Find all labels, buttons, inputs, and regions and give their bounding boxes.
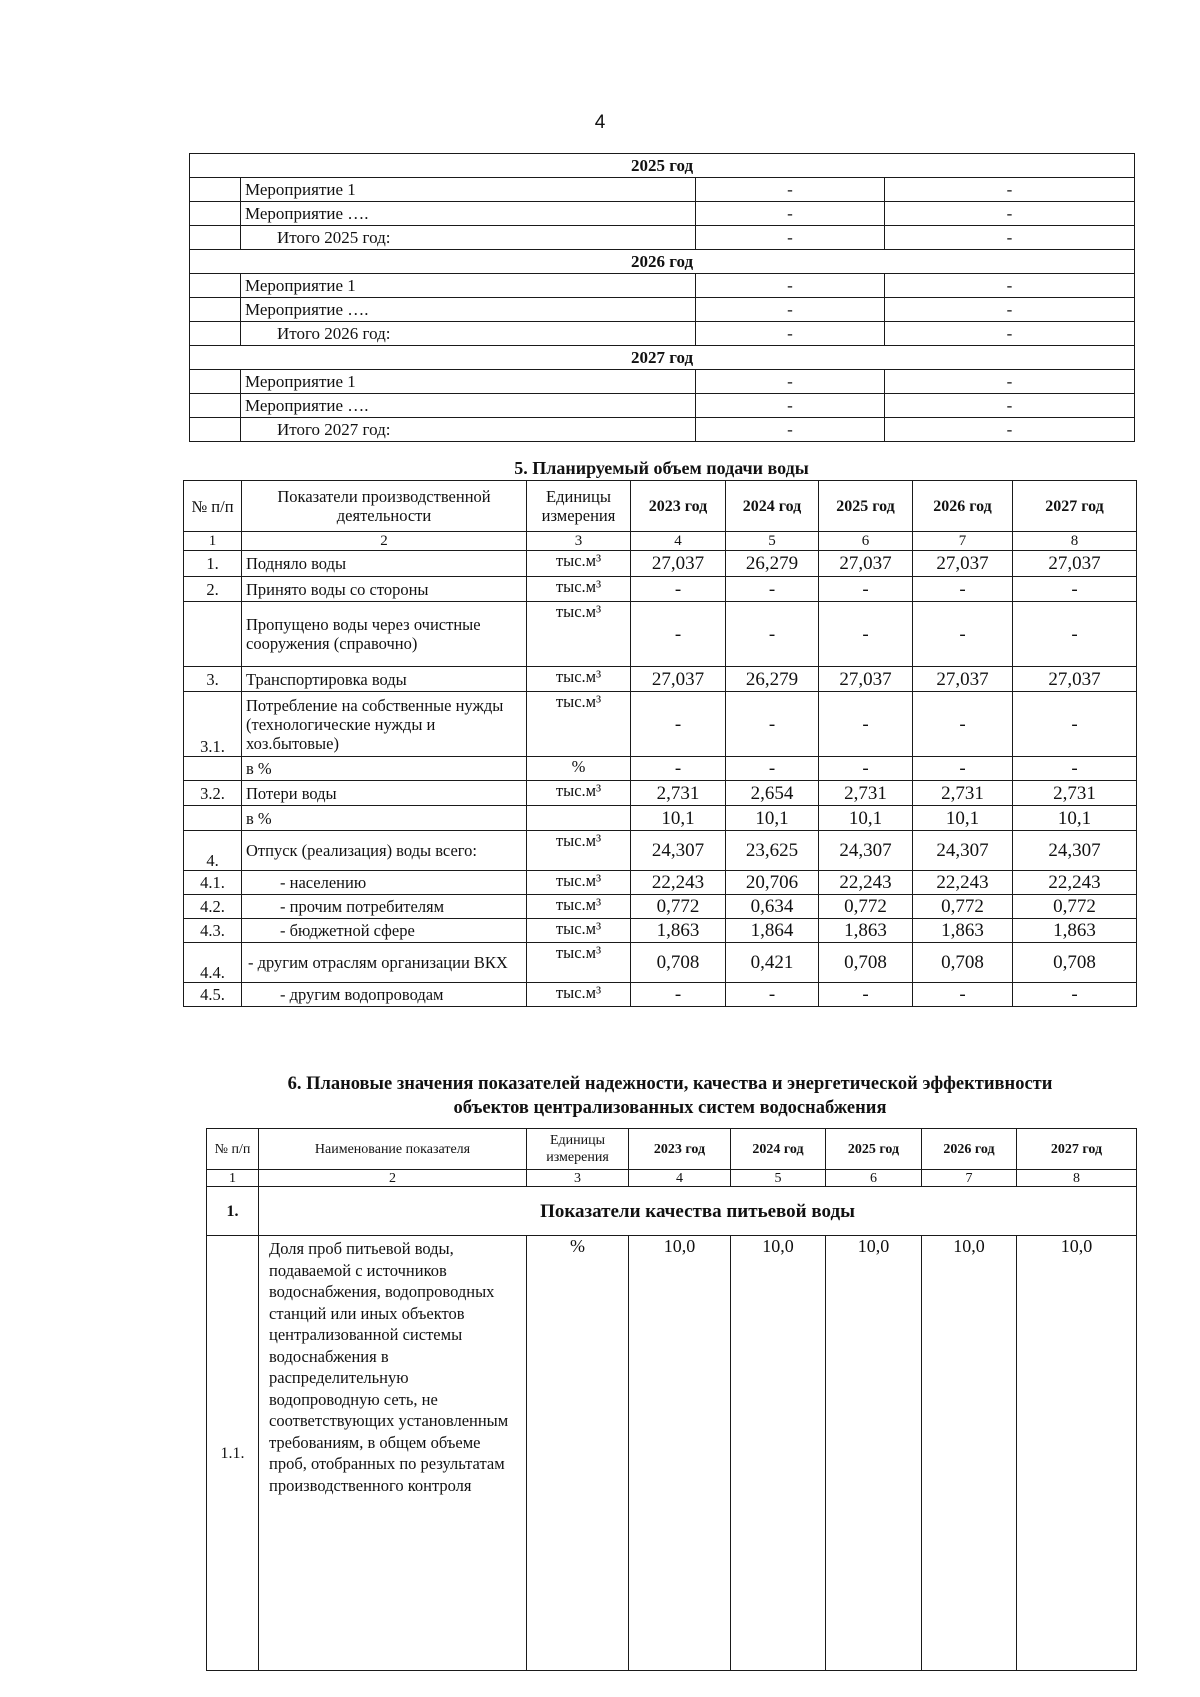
row-value: 2,731: [1013, 781, 1137, 806]
table-header-row: [207, 1129, 1137, 1170]
table-row: [184, 577, 1137, 602]
row-value: 27,037: [631, 551, 726, 577]
column-index-row: [184, 532, 1137, 551]
row-value: -: [696, 202, 885, 226]
row-value: -: [1013, 757, 1137, 781]
table-row: [184, 895, 1137, 919]
row-value: 22,243: [631, 871, 726, 895]
row-unit: %: [527, 1236, 629, 1671]
column-index-row: [207, 1170, 1137, 1187]
header-year: 2023 год: [629, 1129, 731, 1170]
year-heading-row: [190, 154, 1135, 178]
row-value: 27,037: [1013, 551, 1137, 577]
row-value: -: [631, 602, 726, 667]
row-value: -: [913, 983, 1013, 1007]
row-name: в %: [242, 757, 527, 781]
row-blank: [190, 322, 241, 346]
row-unit: %: [527, 757, 631, 781]
row-value: 0,772: [913, 895, 1013, 919]
table-row: [190, 418, 1135, 442]
table-row: [184, 983, 1137, 1007]
row-unit: тыс.м³: [527, 943, 631, 983]
row-value: 24,307: [819, 831, 913, 871]
column-index: 8: [1017, 1170, 1137, 1187]
row-value: -: [631, 692, 726, 757]
row-value: -: [631, 577, 726, 602]
row-label: Итого 2026 год:: [241, 322, 696, 346]
row-label: Итого 2027 год:: [241, 418, 696, 442]
row-value: -: [885, 274, 1135, 298]
row-value: -: [631, 983, 726, 1007]
row-value: 10,1: [1013, 806, 1137, 831]
row-value: -: [913, 692, 1013, 757]
row-value: -: [696, 322, 885, 346]
row-name: - другим отраслям организации ВКХ: [242, 943, 527, 983]
row-value: -: [885, 394, 1135, 418]
row-label: Мероприятие ….: [241, 202, 696, 226]
row-unit: тыс.м³: [527, 895, 631, 919]
row-value: -: [726, 577, 819, 602]
row-value: 27,037: [819, 551, 913, 577]
column-index: 2: [242, 532, 527, 551]
row-name: Пропущено воды через очистные сооружения (справочно): [242, 602, 527, 667]
row-value: -: [696, 274, 885, 298]
header-year: 2026 год: [922, 1129, 1017, 1170]
row-no: [184, 602, 242, 667]
row-name: - другим водопроводам: [242, 983, 527, 1007]
row-name: - бюджетной сфере: [242, 919, 527, 943]
indicators-table: [206, 1128, 1137, 1671]
row-value: 20,706: [726, 871, 819, 895]
section-6-title-line-2: объектов централизованных систем водоснабжения: [453, 1098, 887, 1118]
row-value: 24,307: [631, 831, 726, 871]
row-unit: тыс.м³: [527, 871, 631, 895]
row-value: -: [819, 983, 913, 1007]
column-index: 5: [726, 532, 819, 551]
row-value: 0,634: [726, 895, 819, 919]
row-name: Подняло воды: [242, 551, 527, 577]
water-supply-table: [183, 480, 1137, 1007]
section-no: 1.: [207, 1187, 259, 1236]
row-blank: [190, 178, 241, 202]
row-value: 27,037: [819, 667, 913, 692]
row-value: -: [696, 178, 885, 202]
row-value: -: [696, 394, 885, 418]
row-value: -: [726, 692, 819, 757]
row-name: в %: [242, 806, 527, 831]
header-no: № п/п: [184, 481, 242, 532]
row-value: 10,0: [1017, 1236, 1137, 1671]
table-row: [184, 919, 1137, 943]
row-no: [184, 806, 242, 831]
header-year: 2024 год: [726, 481, 819, 532]
header-year: 2025 год: [819, 481, 913, 532]
row-blank: [190, 370, 241, 394]
row-value: -: [819, 692, 913, 757]
row-label: Итого 2025 год:: [241, 226, 696, 250]
section-5-title: 5. Планируемый объем подачи воды: [514, 458, 809, 478]
column-index: 3: [527, 532, 631, 551]
row-value: 1,863: [1013, 919, 1137, 943]
row-name: Отпуск (реализация) воды всего:: [242, 831, 527, 871]
table-row: [207, 1236, 1137, 1671]
row-value: 24,307: [913, 831, 1013, 871]
row-value: 24,307: [1013, 831, 1137, 871]
row-value: -: [1013, 602, 1137, 667]
row-no: 4.5.: [184, 983, 242, 1007]
year-heading: 2027 год: [190, 346, 1135, 370]
header-year: 2024 год: [731, 1129, 826, 1170]
row-value: -: [885, 322, 1135, 346]
row-no: 4.4.: [184, 943, 242, 983]
table-row: [184, 551, 1137, 577]
row-value: -: [885, 202, 1135, 226]
header-year: 2027 год: [1017, 1129, 1137, 1170]
row-label: Мероприятие 1: [241, 274, 696, 298]
row-value: 10,1: [726, 806, 819, 831]
row-blank: [190, 274, 241, 298]
header-year: 2026 год: [913, 481, 1013, 532]
row-no: 3.2.: [184, 781, 242, 806]
section-6-title-line-1: 6. Плановые значения показателей надежности, качества и энергетической эффективности: [287, 1074, 1053, 1094]
section-heading: Показатели качества питьевой воды: [259, 1187, 1137, 1236]
row-value: -: [696, 298, 885, 322]
row-value: 22,243: [1013, 871, 1137, 895]
row-value: -: [885, 370, 1135, 394]
row-value: 0,421: [726, 943, 819, 983]
table-row: [190, 202, 1135, 226]
table-row: [184, 806, 1137, 831]
row-value: -: [726, 757, 819, 781]
column-index: 1: [207, 1170, 259, 1187]
row-blank: [190, 418, 241, 442]
row-value: 26,279: [726, 551, 819, 577]
year-heading-row: [190, 346, 1135, 370]
row-value: 27,037: [1013, 667, 1137, 692]
row-value: 22,243: [819, 871, 913, 895]
row-value: -: [726, 983, 819, 1007]
row-value: -: [726, 602, 819, 667]
column-index: 6: [826, 1170, 922, 1187]
row-value: -: [631, 757, 726, 781]
row-value: 0,708: [819, 943, 913, 983]
table-row: [184, 757, 1137, 781]
row-blank: [190, 298, 241, 322]
row-value: -: [1013, 692, 1137, 757]
row-value: 10,0: [922, 1236, 1017, 1671]
row-value: 0,772: [1013, 895, 1137, 919]
header-year: 2025 год: [826, 1129, 922, 1170]
row-value: -: [885, 178, 1135, 202]
row-value: 10,0: [731, 1236, 826, 1671]
row-unit: тыс.м³: [527, 602, 631, 667]
row-unit: тыс.м³: [527, 692, 631, 757]
measures-table: [189, 153, 1135, 442]
row-value: 10,1: [913, 806, 1013, 831]
section-6-title: [200, 1072, 1140, 1120]
row-no: 1.: [184, 551, 242, 577]
row-value: 0,772: [819, 895, 913, 919]
table-row: [190, 298, 1135, 322]
column-index: 5: [731, 1170, 826, 1187]
row-no: 4.3.: [184, 919, 242, 943]
row-value: 1,863: [819, 919, 913, 943]
row-value: -: [696, 370, 885, 394]
row-no: 4.2.: [184, 895, 242, 919]
row-value: 1,863: [913, 919, 1013, 943]
row-value: 2,731: [913, 781, 1013, 806]
row-value: 10,1: [631, 806, 726, 831]
row-value: 1,864: [726, 919, 819, 943]
row-no: [184, 757, 242, 781]
row-name: Принято воды со стороны: [242, 577, 527, 602]
year-heading-row: [190, 250, 1135, 274]
table-row: [190, 178, 1135, 202]
row-unit: тыс.м³: [527, 919, 631, 943]
row-value: 10,0: [629, 1236, 731, 1671]
row-value: 0,708: [913, 943, 1013, 983]
section-row: [207, 1187, 1137, 1236]
header-no: № п/п: [207, 1129, 259, 1170]
row-name: - населению: [242, 871, 527, 895]
column-index: 7: [922, 1170, 1017, 1187]
row-value: 23,625: [726, 831, 819, 871]
row-value: 1,863: [631, 919, 726, 943]
column-index: 3: [527, 1170, 629, 1187]
row-value: 10,0: [826, 1236, 922, 1671]
row-value: -: [885, 298, 1135, 322]
row-unit: тыс.м³: [527, 577, 631, 602]
header-year: 2027 год: [1013, 481, 1137, 532]
table-row: [190, 370, 1135, 394]
row-unit: тыс.м³: [527, 983, 631, 1007]
row-label: Мероприятие ….: [241, 394, 696, 418]
row-no: 4.1.: [184, 871, 242, 895]
header-unit: Единицы измерения: [527, 1129, 629, 1170]
column-index: 8: [1013, 532, 1137, 551]
table-row: [184, 602, 1137, 667]
row-name: - прочим потребителям: [242, 895, 527, 919]
row-label: Мероприятие ….: [241, 298, 696, 322]
row-value: 2,731: [819, 781, 913, 806]
row-value: 10,1: [819, 806, 913, 831]
column-index: 1: [184, 532, 242, 551]
row-value: 0,708: [631, 943, 726, 983]
year-heading: 2026 год: [190, 250, 1135, 274]
row-name: Доля проб питьевой воды, подаваемой с источников водоснабжения, водопроводных станций или иных объектов централизованной системы водоснабжения в распределительную водопроводную сеть, не соответствующих установленным требованиям, в общем объеме проб, отобранных по результатам производственного контроля: [259, 1236, 527, 1671]
row-unit: тыс.м³: [527, 667, 631, 692]
page-number: 4: [594, 112, 606, 133]
row-value: 0,772: [631, 895, 726, 919]
row-value: -: [819, 577, 913, 602]
row-value: 27,037: [631, 667, 726, 692]
row-value: 2,731: [631, 781, 726, 806]
column-index: 4: [631, 532, 726, 551]
row-value: -: [913, 602, 1013, 667]
row-no: 1.1.: [207, 1236, 259, 1671]
row-value: -: [913, 577, 1013, 602]
row-label: Мероприятие 1: [241, 178, 696, 202]
row-unit: тыс.м³: [527, 781, 631, 806]
table-row: [190, 394, 1135, 418]
row-no: 2.: [184, 577, 242, 602]
row-name: Потери воды: [242, 781, 527, 806]
header-year: 2023 год: [631, 481, 726, 532]
column-index: 6: [819, 532, 913, 551]
table-row: [184, 831, 1137, 871]
row-name: Транспортировка воды: [242, 667, 527, 692]
row-value: 2,654: [726, 781, 819, 806]
table-row: [184, 943, 1137, 983]
row-value: 27,037: [913, 551, 1013, 577]
column-index: 4: [629, 1170, 731, 1187]
table-row: [184, 871, 1137, 895]
row-value: 27,037: [913, 667, 1013, 692]
row-value: -: [1013, 577, 1137, 602]
row-blank: [190, 226, 241, 250]
table-row: [184, 781, 1137, 806]
row-value: -: [885, 418, 1135, 442]
row-value: -: [885, 226, 1135, 250]
header-unit: Единицы измерения: [527, 481, 631, 532]
row-no: 3.1.: [184, 692, 242, 757]
row-value: -: [819, 757, 913, 781]
table-row: [190, 322, 1135, 346]
row-unit: тыс.м³: [527, 831, 631, 871]
row-label: Мероприятие 1: [241, 370, 696, 394]
header-indicator: Показатели производственной деятельности: [242, 481, 527, 532]
table-row: [184, 692, 1137, 757]
row-value: -: [819, 602, 913, 667]
row-blank: [190, 394, 241, 418]
row-value: 26,279: [726, 667, 819, 692]
column-index: 7: [913, 532, 1013, 551]
year-heading: 2025 год: [190, 154, 1135, 178]
table-row: [190, 226, 1135, 250]
row-unit: тыс.м³: [527, 551, 631, 577]
row-no: 4.: [184, 831, 242, 871]
row-value: -: [696, 418, 885, 442]
row-unit: [527, 806, 631, 831]
row-value: 22,243: [913, 871, 1013, 895]
row-value: -: [1013, 983, 1137, 1007]
row-value: 0,708: [1013, 943, 1137, 983]
header-name: Наименование показателя: [259, 1129, 527, 1170]
table-row: [184, 667, 1137, 692]
row-value: -: [696, 226, 885, 250]
row-blank: [190, 202, 241, 226]
row-no: 3.: [184, 667, 242, 692]
row-value: -: [913, 757, 1013, 781]
column-index: 2: [259, 1170, 527, 1187]
table-header-row: [184, 481, 1137, 532]
table-row: [190, 274, 1135, 298]
row-name: Потребление на собственные нужды (технологические нужды и хоз.бытовые): [242, 692, 527, 757]
